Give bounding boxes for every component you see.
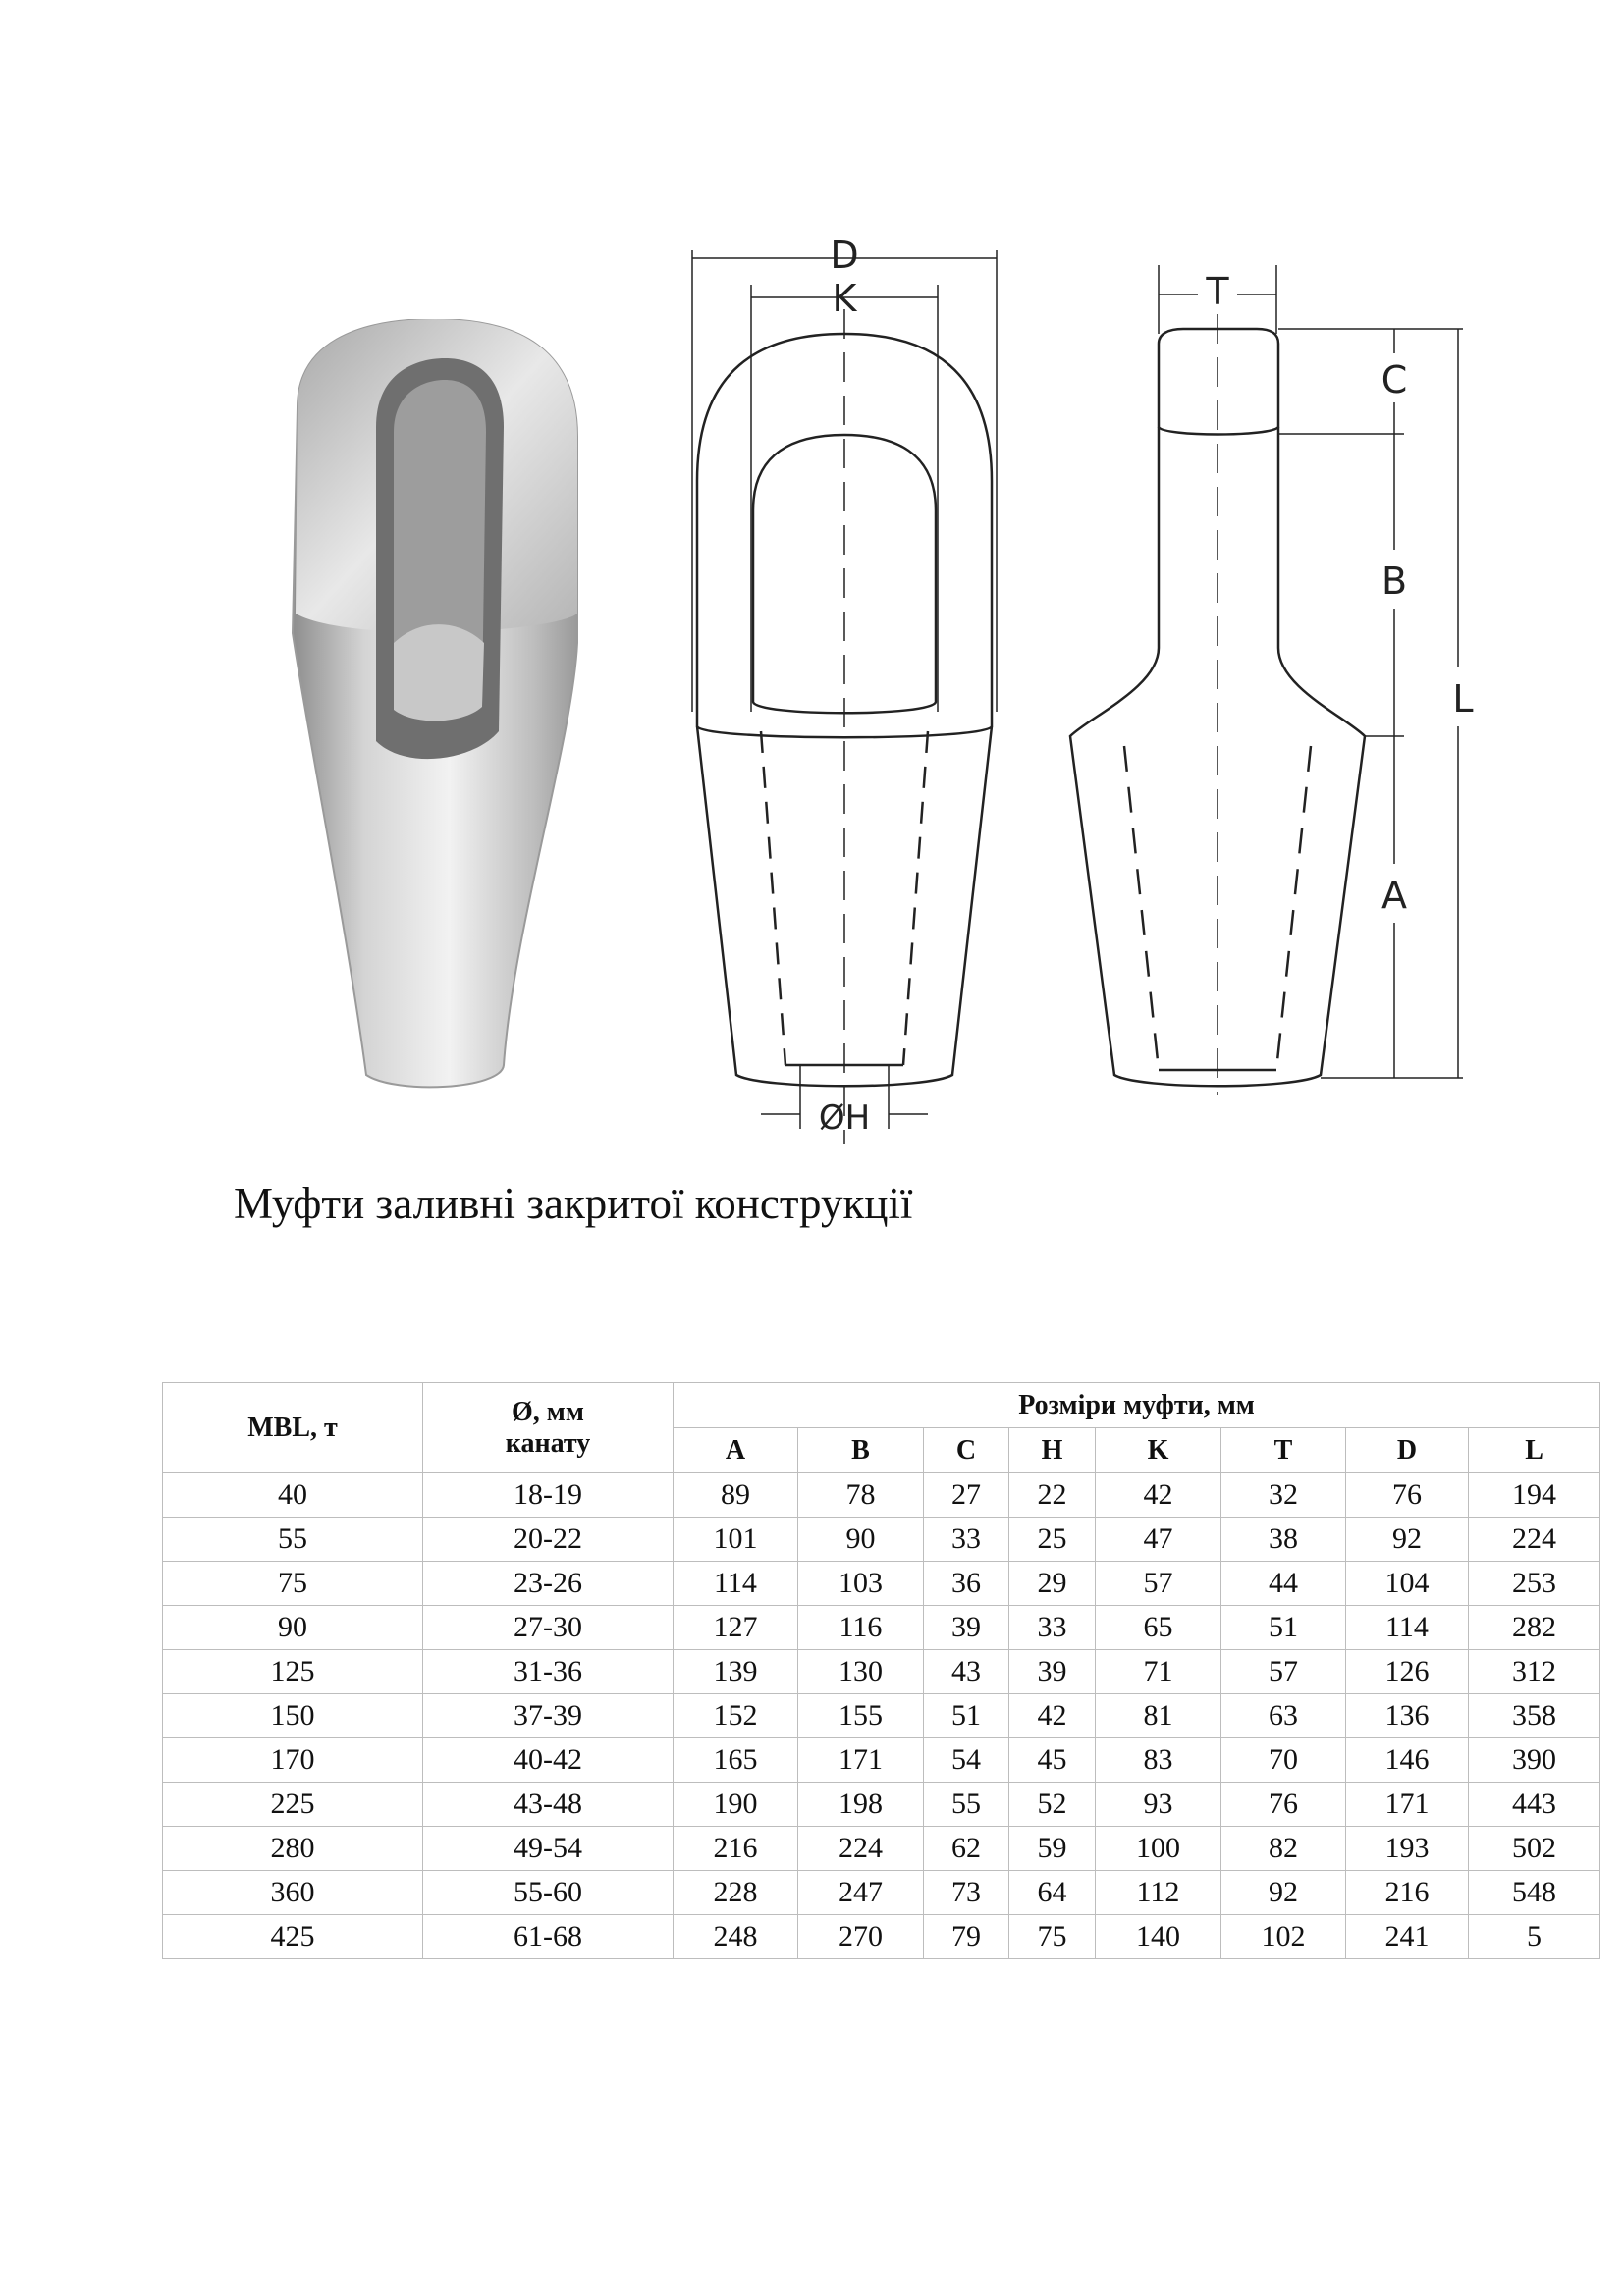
table-cell: 198 (798, 1783, 924, 1827)
dim-b-label: B (1380, 560, 1408, 603)
table-cell: 224 (798, 1827, 924, 1871)
table-cell: 42 (1096, 1473, 1221, 1518)
table-cell: 81 (1096, 1694, 1221, 1738)
table-cell: 125 (163, 1650, 423, 1694)
table-cell: 83 (1096, 1738, 1221, 1783)
table-cell: 51 (1221, 1606, 1346, 1650)
table-cell: 59 (1009, 1827, 1096, 1871)
table-cell: 89 (674, 1473, 798, 1518)
header-socket-sizes: Розміри муфти, мм (674, 1383, 1600, 1428)
table-cell: 139 (674, 1650, 798, 1694)
column-header-d: D (1346, 1428, 1469, 1473)
table-cell: 52 (1009, 1783, 1096, 1827)
table-row (163, 1473, 1600, 1518)
dim-l-label: L (1452, 677, 1474, 721)
header-rope-diameter (423, 1383, 674, 1473)
table-row (163, 1827, 1600, 1871)
table-cell: 165 (674, 1738, 798, 1783)
table-cell: 33 (924, 1518, 1009, 1562)
table-cell: 170 (163, 1738, 423, 1783)
table-cell: 248 (674, 1915, 798, 1959)
table-cell: 171 (798, 1738, 924, 1783)
table-cell: 73 (924, 1871, 1009, 1915)
table-cell: 425 (163, 1915, 423, 1959)
table-cell: 55-60 (423, 1871, 674, 1915)
table-cell: 62 (924, 1827, 1009, 1871)
table-cell: 27 (924, 1473, 1009, 1518)
table-cell: 193 (1346, 1827, 1469, 1871)
table-cell: 126 (1346, 1650, 1469, 1694)
table-cell: 76 (1221, 1783, 1346, 1827)
table-cell: 136 (1346, 1694, 1469, 1738)
table-cell: 75 (1009, 1915, 1096, 1959)
header-mbl: MBL, т (163, 1383, 423, 1473)
dimensions-table (162, 1382, 1600, 1959)
table-cell: 42 (1009, 1694, 1096, 1738)
table-cell: 140 (1096, 1915, 1221, 1959)
table-cell: 253 (1469, 1562, 1600, 1606)
table-cell: 224 (1469, 1518, 1600, 1562)
table-cell: 31-36 (423, 1650, 674, 1694)
table-cell: 71 (1096, 1650, 1221, 1694)
table-cell: 43 (924, 1650, 1009, 1694)
table-cell: 65 (1096, 1606, 1221, 1650)
table-cell: 5 (1469, 1915, 1600, 1959)
table-cell: 82 (1221, 1827, 1346, 1871)
table-cell: 225 (163, 1783, 423, 1827)
table-cell: 127 (674, 1606, 798, 1650)
table-cell: 25 (1009, 1518, 1096, 1562)
table-cell: 79 (924, 1915, 1009, 1959)
table-cell: 282 (1469, 1606, 1600, 1650)
table-row (163, 1518, 1600, 1562)
table-cell: 171 (1346, 1783, 1469, 1827)
dim-d-label: D (830, 234, 859, 277)
table-row (163, 1562, 1600, 1606)
table-row (163, 1606, 1600, 1650)
table-cell: 358 (1469, 1694, 1600, 1738)
dim-c-label: C (1380, 358, 1408, 401)
table-cell: 45 (1009, 1738, 1096, 1783)
column-header-t: T (1221, 1428, 1346, 1473)
table-cell: 216 (674, 1827, 798, 1871)
table-cell: 57 (1221, 1650, 1346, 1694)
table-cell: 92 (1221, 1871, 1346, 1915)
table-cell: 40 (163, 1473, 423, 1518)
column-header-l: L (1469, 1428, 1600, 1473)
table-cell: 92 (1346, 1518, 1469, 1562)
table-cell: 47 (1096, 1518, 1221, 1562)
table-cell: 280 (163, 1827, 423, 1871)
table-cell: 100 (1096, 1827, 1221, 1871)
table-cell: 39 (924, 1606, 1009, 1650)
table-cell: 78 (798, 1473, 924, 1518)
table-cell: 76 (1346, 1473, 1469, 1518)
header-rope-line2: канату (505, 1427, 591, 1459)
table-cell: 37-39 (423, 1694, 674, 1738)
table-cell: 130 (798, 1650, 924, 1694)
table-cell: 390 (1469, 1738, 1600, 1783)
table-cell: 228 (674, 1871, 798, 1915)
table-cell: 27-30 (423, 1606, 674, 1650)
dim-a-label: A (1381, 874, 1407, 917)
table-cell: 33 (1009, 1606, 1096, 1650)
table-cell: 116 (798, 1606, 924, 1650)
table-cell: 152 (674, 1694, 798, 1738)
table-cell: 75 (163, 1562, 423, 1606)
table-row (163, 1915, 1600, 1959)
table-cell: 70 (1221, 1738, 1346, 1783)
table-cell: 247 (798, 1871, 924, 1915)
table-cell: 43-48 (423, 1783, 674, 1827)
table-cell: 55 (924, 1783, 1009, 1827)
table-cell: 101 (674, 1518, 798, 1562)
table-cell: 36 (924, 1562, 1009, 1606)
table-header-row (163, 1383, 1600, 1428)
table-cell: 360 (163, 1871, 423, 1915)
column-header-a: A (674, 1428, 798, 1473)
column-header-h: H (1009, 1428, 1096, 1473)
table-cell: 104 (1346, 1562, 1469, 1606)
page-title: Муфти заливні закритої конструкції (234, 1179, 913, 1228)
table-cell: 548 (1469, 1871, 1600, 1915)
table-cell: 49-54 (423, 1827, 674, 1871)
table-cell: 93 (1096, 1783, 1221, 1827)
table-cell: 443 (1469, 1783, 1600, 1827)
socket-photo (278, 319, 597, 1095)
front-view-drawing (682, 221, 1006, 1148)
table-cell: 114 (674, 1562, 798, 1606)
dim-h-label: ØH (818, 1098, 871, 1138)
table-cell: 44 (1221, 1562, 1346, 1606)
table-cell: 270 (798, 1915, 924, 1959)
table-cell: 146 (1346, 1738, 1469, 1783)
column-header-c: C (924, 1428, 1009, 1473)
table-cell: 64 (1009, 1871, 1096, 1915)
table-cell: 112 (1096, 1871, 1221, 1915)
side-view-drawing (1051, 255, 1483, 1095)
column-header-k: K (1096, 1428, 1221, 1473)
table-cell: 32 (1221, 1473, 1346, 1518)
table-cell: 22 (1009, 1473, 1096, 1518)
table-row (163, 1871, 1600, 1915)
table-cell: 190 (674, 1783, 798, 1827)
table-cell: 63 (1221, 1694, 1346, 1738)
table-cell: 90 (163, 1606, 423, 1650)
table-cell: 150 (163, 1694, 423, 1738)
table-cell: 216 (1346, 1871, 1469, 1915)
table-cell: 40-42 (423, 1738, 674, 1783)
table-row (163, 1783, 1600, 1827)
table-cell: 312 (1469, 1650, 1600, 1694)
table-cell: 241 (1346, 1915, 1469, 1959)
table-cell: 194 (1469, 1473, 1600, 1518)
table-cell: 20-22 (423, 1518, 674, 1562)
table-cell: 54 (924, 1738, 1009, 1783)
table-row (163, 1738, 1600, 1783)
table-cell: 29 (1009, 1562, 1096, 1606)
table-row (163, 1694, 1600, 1738)
table-cell: 90 (798, 1518, 924, 1562)
table-cell: 39 (1009, 1650, 1096, 1694)
column-header-b: B (798, 1428, 924, 1473)
table-cell: 155 (798, 1694, 924, 1738)
table-cell: 114 (1346, 1606, 1469, 1650)
table-cell: 103 (798, 1562, 924, 1606)
table-cell: 55 (163, 1518, 423, 1562)
table-row (163, 1650, 1600, 1694)
table-cell: 61-68 (423, 1915, 674, 1959)
dim-k-label: K (832, 277, 857, 320)
table-cell: 51 (924, 1694, 1009, 1738)
table-cell: 23-26 (423, 1562, 674, 1606)
table-cell: 38 (1221, 1518, 1346, 1562)
table-body (163, 1473, 1600, 1959)
header-rope-line1: Ø, мм (512, 1396, 584, 1427)
table-cell: 502 (1469, 1827, 1600, 1871)
table-cell: 18-19 (423, 1473, 674, 1518)
table-cell: 57 (1096, 1562, 1221, 1606)
table-cell: 102 (1221, 1915, 1346, 1959)
dim-t-label: T (1206, 270, 1229, 313)
